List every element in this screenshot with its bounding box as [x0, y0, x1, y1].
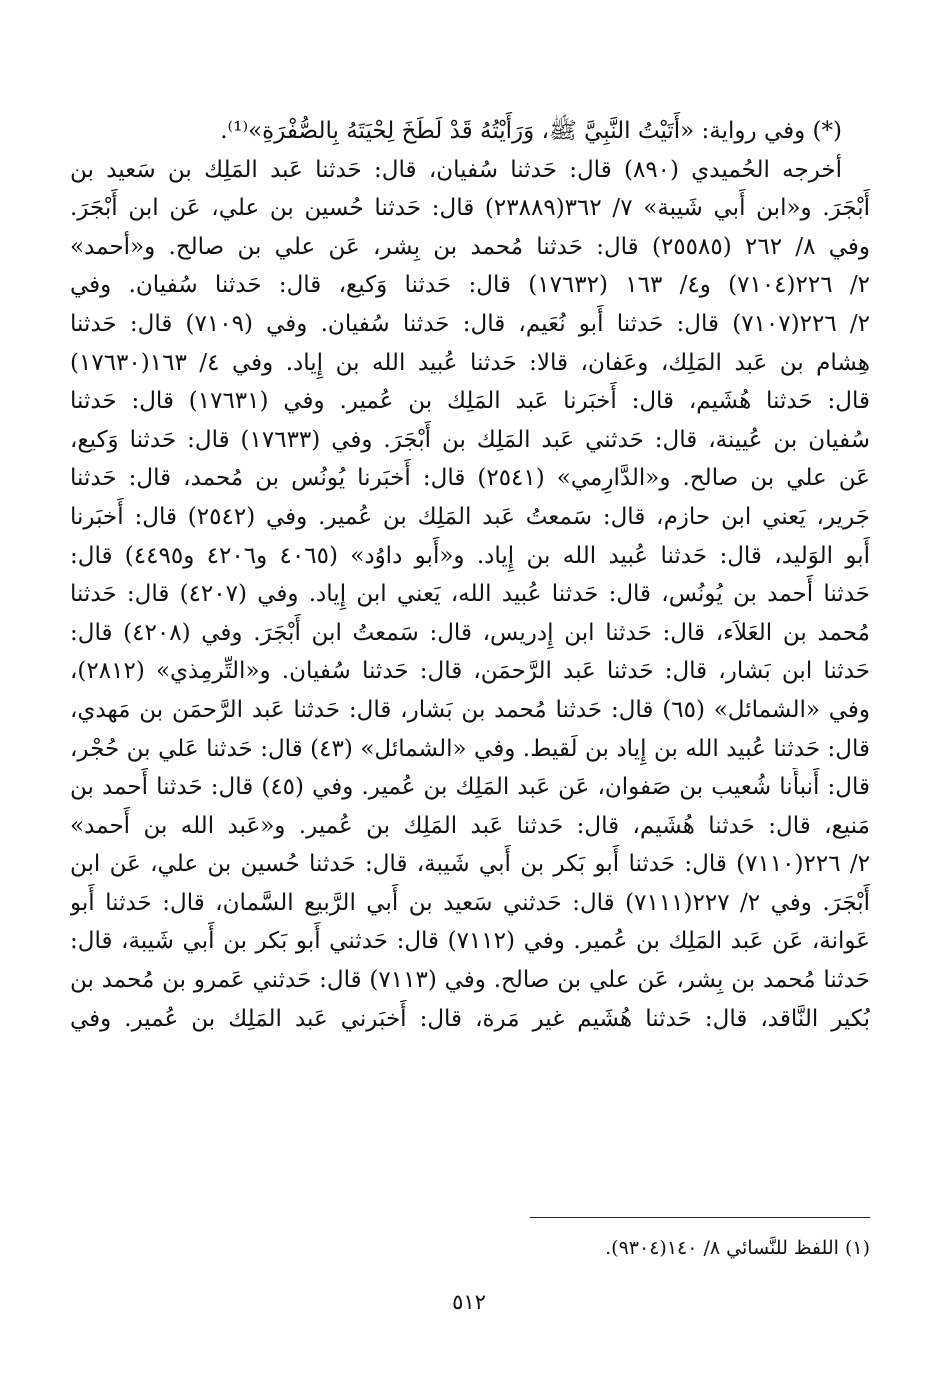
text-line: وفي ٨/ ٢٦٢ (٢٥٥٨٥) قال: حَدثنا مُحمد بن بِشر، عَن علي بن صالح. و«أحمد» — [70, 233, 870, 260]
text-line: أخرجه الحُميدي (٨٩٠) قال: حَدثنا سُفيان، قال: حَدثنا عَبد المَلِك بن سَعيد بن — [70, 156, 843, 183]
text-line: مَنيع، قال: حَدثنا هُشَيم، قال: حَدثنا عَبد المَلِك بن عُمير. و«عَبد الله بن أَحمد» — [70, 812, 870, 839]
text-line: ٢/ ٢٢٦(٧١٠٤) و٤/ ١٦٣ (١٧٦٣٢) قال: حَدثنا وَكيع، قال: حَدثنا سُفيان. وفي — [70, 272, 870, 299]
text-line: ٢/ ٢٢٦(٧١٠٧) قال: حَدثنا أَبو نُعَيم، قال: حَدثنا سُفيان. وفي (٧١٠٩) قال: حَدثنا — [70, 310, 870, 337]
page-number: ٥١٢ — [452, 1290, 486, 1314]
text-line: حَدثنا ابن بَشار، قال: حَدثنا عَبد الرَّحمَن، قال: حَدثنا سُفيان. و«التِّرمِذي» (٢٨١٢)، — [70, 658, 870, 685]
footnote: (١) اللفظ للنَّسائي ٨/ ١٤٠(٩٣٠٤). — [605, 1237, 870, 1259]
text-line: قال: حَدثنا عُبيد الله بن إِياد بن لَقيط. وفي «الشمائل» (٤٣) قال: حَدثنا عَلي بن حُجْر، — [70, 735, 870, 762]
text-line: قال: حَدثنا هُشَيم، قال: أَخبَرنا عَبد المَلِك بن عُمير. وفي (١٧٦٣١) قال: حَدثنا — [70, 388, 870, 415]
text-line: ٢/ ٢٢٦(٧١١٠) قال: حَدثنا أَبو بَكر بن أَبي شَيبة، قال: حَدثنا حُسين بن علي، عَن ابن — [70, 851, 870, 878]
text-line: مُحمد بن العَلاَء، قال: حَدثنا ابن إِدريس، قال: سَمعتُ ابن أَبْجَرَ. وفي (٤٢٠٨) قال: — [70, 619, 870, 646]
text-line: عَوانة، عَن عَبد المَلِك بن عُمير. وفي (٧١١٢) قال: حَدثني أَبو بَكر بن أَبي شَيبة، قال: — [70, 928, 870, 955]
main-text — [70, 112, 870, 1038]
text-line: حَدثنا أَحمد بن يُونُس، قال: حَدثنا عُبيد الله، يَعني ابن إِياد. وفي (٤٢٠٧) قال: حَدثنا — [70, 581, 870, 608]
text-line: (*) وفي رواية: «أَتَيْتُ النَّبِيَّ ﷺ، وَرَأَيْتُهُ قَدْ لَطَخَ لِحْيَتَهُ بِالصُّفْرَةِ»⁽¹⁾. — [220, 118, 842, 144]
text-line: وفي «الشمائل» (٦٥) قال: حَدثنا مُحمد بن بَشار، قال: حَدثنا عَبد الرَّحمَن بن مَهدي، — [70, 696, 870, 723]
text-line: قال: أَنبأَنا شُعيب بن صَفوان، عَن عَبد المَلِك بن عُمير. وفي (٤٥) قال: حَدثنا أَحمد بن — [70, 774, 870, 801]
paragraph-takhrij — [70, 151, 870, 1039]
text-line: سُفيان بن عُيينة، قال: حَدثني عَبد المَلِك بن أَبْجَرَ. وفي (١٧٦٣٣) قال: حَدثنا وَكيع، — [70, 426, 870, 453]
text-line: حَدثنا مُحمد بن بِشر، عَن علي بن صالح. وفي (٧١١٣) قال: حَدثني عَمرو بن مُحمد بن — [70, 967, 870, 994]
text-line: أَبْجَرَ. و«ابن أَبي شَيبة» ٧/ ٣٦٢(٢٣٨٨٩) قال: حَدثنا حُسين بن علي، عَن ابن أَبْجَرَ. — [70, 195, 870, 222]
text-line: عَن علي بن صالح. و«الدَّارِمي» (٢٥٤١) قال: أَخبَرنا يُونُس بن مُحمد، قال: حَدثنا — [70, 465, 870, 492]
paragraph-variant-narration — [70, 112, 870, 151]
text-line: بُكير النَّاقد، قال: حَدثنا هُشَيم غير مَرة، قال: أَخبَرني عَبد المَلِك بن عُمير. وفي — [70, 1005, 870, 1032]
text-line: أَبْجَرَ. وفي ٢/ ٢٢٧(٧١١١) قال: حَدثني سَعيد بن أَبي الرَّبيع السَّمان، قال: حَدثنا أَبو — [70, 889, 870, 916]
text-line: أَبو الوَليد، قال: حَدثنا عُبيد الله بن إِياد. و«أَبو داوُد» (٤٠٦٥ و٤٢٠٦ و٤٤٩٥) قال: — [70, 542, 870, 569]
text-line: جَرير، يَعني ابن حازم، قال: سَمعتُ عَبد المَلِك بن عُمير. وفي (٢٥٤٢) قال: أَخبَرنا — [70, 503, 870, 530]
text-line: هِشام بن عَبد المَلِك، وعَفان، قالا: حَدثنا عُبيد الله بن إِياد. وفي ٤/ ١٦٣(١٧٦٣٠) — [70, 349, 870, 376]
footnote-separator — [530, 1217, 870, 1218]
